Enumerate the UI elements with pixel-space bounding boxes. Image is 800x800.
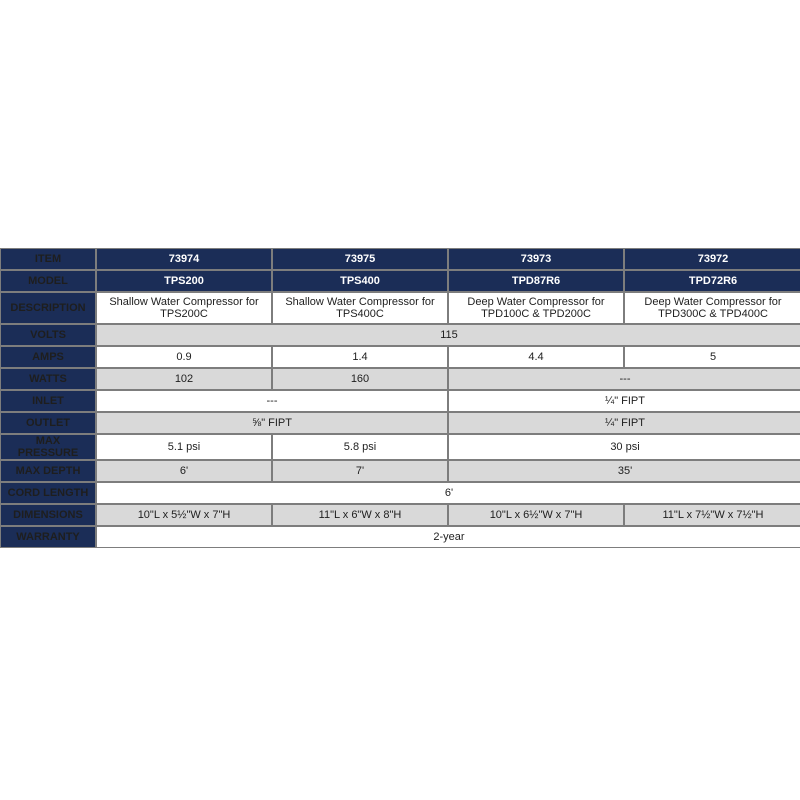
table-row-amps — [1, 347, 800, 369]
row-label-max-depth: MAX DEPTH — [1, 461, 97, 483]
amps-cell: 0.9 — [97, 347, 273, 369]
cord-length-cell: 6' — [97, 483, 800, 505]
table-row-max-depth — [1, 461, 800, 483]
inlet-cell: ¼" FIPT — [449, 391, 800, 413]
model-cell: TPS400 — [273, 271, 449, 293]
row-label-watts: WATTS — [1, 369, 97, 391]
amps-cell: 4.4 — [449, 347, 625, 369]
description-cell: Shallow Water Compressor for TPS400C — [273, 293, 449, 325]
volts-cell: 115 — [97, 325, 800, 347]
row-label-model: MODEL — [1, 271, 97, 293]
table-row-max-pressure — [1, 435, 800, 461]
max-pressure-cell: 30 psi — [449, 435, 800, 461]
max-depth-cell: 35' — [449, 461, 800, 483]
table-row-volts — [1, 325, 800, 347]
amps-cell: 1.4 — [273, 347, 449, 369]
row-label-max-pressure: MAX PRESSURE — [1, 435, 97, 461]
table-row-model — [1, 271, 800, 293]
table-row-item — [1, 249, 800, 271]
row-label-dimensions: DIMENSIONS — [1, 505, 97, 527]
outlet-cell: ¼" FIPT — [449, 413, 800, 435]
description-cell: Shallow Water Compressor for TPS200C — [97, 293, 273, 325]
table-row-dimensions — [1, 505, 800, 527]
row-label-description: DESCRIPTION — [1, 293, 97, 325]
row-label-warranty: WARRANTY — [1, 527, 97, 547]
table-row-watts — [1, 369, 800, 391]
watts-cell: 102 — [97, 369, 273, 391]
amps-cell: 5 — [625, 347, 800, 369]
item-number-cell: 73972 — [625, 249, 800, 271]
table-row-description — [1, 293, 800, 325]
model-cell: TPD72R6 — [625, 271, 800, 293]
dimensions-cell: 10"L x 5½"W x 7"H — [97, 505, 273, 527]
outlet-cell: ⅝" FIPT — [97, 413, 449, 435]
item-number-cell: 73975 — [273, 249, 449, 271]
row-label-item: ITEM — [1, 249, 97, 271]
max-depth-cell: 7' — [273, 461, 449, 483]
watts-cell: 160 — [273, 369, 449, 391]
item-number-cell: 73974 — [97, 249, 273, 271]
table-row-outlet — [1, 413, 800, 435]
inlet-cell: --- — [97, 391, 449, 413]
description-cell: Deep Water Compressor for TPD100C & TPD200C — [449, 293, 625, 325]
item-number-cell: 73973 — [449, 249, 625, 271]
row-label-inlet: INLET — [1, 391, 97, 413]
row-label-amps: AMPS — [1, 347, 97, 369]
model-cell: TPS200 — [97, 271, 273, 293]
table-row-warranty — [1, 527, 800, 547]
dimensions-cell: 11"L x 7½"W x 7½"H — [625, 505, 800, 527]
max-depth-cell: 6' — [97, 461, 273, 483]
row-label-outlet: OUTLET — [1, 413, 97, 435]
watts-cell: --- — [449, 369, 800, 391]
row-label-cord-length: CORD LENGTH — [1, 483, 97, 505]
table-row-cord-length — [1, 483, 800, 505]
description-cell: Deep Water Compressor for TPD300C & TPD400C — [625, 293, 800, 325]
dimensions-cell: 11"L x 6"W x 8"H — [273, 505, 449, 527]
max-pressure-cell: 5.1 psi — [97, 435, 273, 461]
max-pressure-cell: 5.8 psi — [273, 435, 449, 461]
model-cell: TPD87R6 — [449, 271, 625, 293]
dimensions-cell: 10"L x 6½"W x 7"H — [449, 505, 625, 527]
spec-table — [0, 248, 800, 548]
warranty-cell: 2-year — [97, 527, 800, 547]
row-label-volts: VOLTS — [1, 325, 97, 347]
table-row-inlet — [1, 391, 800, 413]
